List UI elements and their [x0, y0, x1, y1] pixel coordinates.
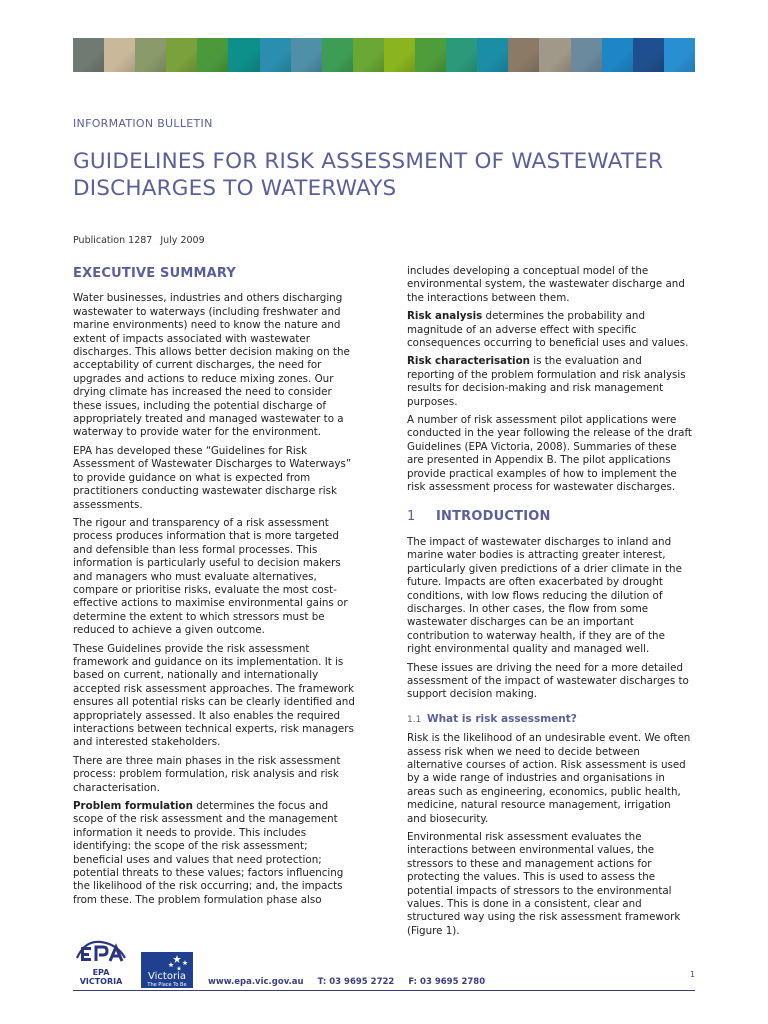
banner-photo-tile: [446, 38, 477, 72]
banner-photo-tile: [664, 38, 695, 72]
paragraph: A number of risk assessment pilot applications were conducted in the year following the release of the draft Guidelines (EPA Victoria, 2008). Summaries of these are presented in Appendix B. The pilot applications provide practical examples of how to implement the risk assessment process for wastewater discharges.: [407, 414, 692, 494]
term-risk-analysis: Risk analysis: [407, 310, 483, 323]
victoria-government-logo: [141, 952, 193, 988]
banner-photo-tile: [322, 38, 353, 72]
banner-photo-tile: [228, 38, 259, 72]
paragraph: These issues are driving the need for a more detailed assessment of the impact of wastewater discharges to support decision making.: [407, 661, 689, 701]
banner-photo-tile: [571, 38, 602, 72]
publication-line: [73, 235, 205, 246]
fax-number: F: 03 9695 2780: [408, 977, 486, 987]
banner-photo-tile: [415, 38, 446, 72]
left-column: [73, 265, 358, 912]
banner-photo-tile: [602, 38, 633, 72]
page-number: 1: [690, 970, 696, 979]
footer-divider: [73, 990, 695, 991]
banner-photo-tile: [291, 38, 322, 72]
subsection-title: What is risk assessment?: [427, 712, 577, 725]
document-title: GUIDELINES FOR RISK ASSESSMENT OF WASTEWATER DISCHARGES TO WATERWAYS: [73, 149, 664, 201]
banner-photo-tile: [477, 38, 508, 72]
paragraph: [407, 310, 692, 350]
banner-photo-tile: [260, 38, 291, 72]
paragraph: There are three main phases in the risk assessment process: problem formulation, risk analysis and risk characterisation.: [73, 754, 341, 794]
right-column: [407, 265, 692, 943]
paragraph-text: is the evaluation and reporting of the problem formulation and risk analysis results for decision-making and risk management purposes.: [407, 355, 686, 408]
banner-photo-tile: [166, 38, 197, 72]
paragraph: The impact of wastewater discharges to inland and marine water bodies is attracting greater interest, particularly given predictions of a drier climate in the future. Impacts are often exacerbated by drought conditions, with low flows reducing the dilution of discharges. In other cases, the flow from some wastewater discharges can be an important contribution to waterway health, if they are of the right environmental quality and managed well.: [407, 535, 682, 656]
paragraph-text: determines the probability and magnitude of an adverse effect with specific consequences occurring to beneficial uses and values.: [407, 310, 689, 350]
publication-number: Publication 1287: [73, 235, 153, 246]
paragraph: Risk is the likelihood of an undesirable event. We often assess risk when we need to decide between alternative courses of action. Risk assessment is used by a wide range of industries and organisations in areas such as engineering, economics, public health, medicine, natural resource management, irrigation and biosecurity.: [407, 732, 691, 825]
term-problem-formulation: Problem formulation: [73, 800, 193, 813]
term-risk-characterisation: Risk characterisation: [407, 355, 530, 368]
victoria-logo-text: Victoria: [148, 971, 186, 982]
paragraph: includes developing a conceptual model of the environmental system, the wastewater discharge and the interactions between them.: [407, 265, 685, 304]
epa-logo-text: EPA: [92, 968, 110, 977]
banner-photo-tile: [539, 38, 570, 72]
contact-line: [208, 977, 485, 987]
paragraph: EPA has developed these “Guidelines for Risk Assessment of Wastewater Discharges to Waterways” to provide guidance on what is expected from practitioners conducting wastewater discharge risk assessments.: [73, 444, 352, 511]
document-kicker: INFORMATION BULLETIN: [73, 117, 213, 130]
epa-logo-subtext: VICTORIA: [79, 977, 123, 986]
banner-photo-tile: [197, 38, 228, 72]
website-link[interactable]: www.epa.vic.gov.au: [208, 977, 304, 987]
section-heading-introduction: [407, 510, 692, 523]
banner-photo-tile: [508, 38, 539, 72]
banner-photo-tile: [73, 38, 104, 72]
banner-photo-tile: [135, 38, 166, 72]
victoria-logo-tagline: The Place To Be: [147, 982, 187, 988]
paragraph: The rigour and transparency of a risk assessment process produces information that is more targeted and defensible than less formal processes. This information is particularly useful to decision makers and managers who must evaluate alternatives, compare or prioritise risks, evaluate the most cost-effective actions to maximise environmental gains or determine the extent to which stressors must be reduced to achieve a given outcome.: [73, 516, 348, 637]
section-number: 1: [407, 508, 416, 524]
epa-victoria-logo: [73, 938, 129, 986]
banner-photo-tile: [104, 38, 135, 72]
section-heading-executive-summary: EXECUTIVE SUMMARY: [73, 266, 237, 281]
paragraph: Water businesses, industries and others discharging wastewater to waterways (including freshwater and marine environments) need to know the nature and extent of impacts associated with wastewater discharges. This allows better decision making on the acceptability of current discharges, the need for upgrades and actions to reduce mixing zones. Our drying climate has increased the need to consider these issues, including the potential discharge of appropriately treated and managed wastewater to a waterway to provide water for the environment.: [73, 292, 350, 439]
phone-number: T: 03 9695 2722: [317, 977, 395, 987]
photo-banner: [73, 38, 695, 72]
paragraph: [407, 355, 692, 409]
banner-photo-tile: [384, 38, 415, 72]
paragraph-text: determines the focus and scope of the risk assessment and the management information it needs to provide. This includes identifying: the scope of the risk assessment; beneficial uses and values that need protection; potential threats to these values; factors influencing the likelihood of the risk occurring; and, the impacts from these. The problem formulation phase also: [73, 800, 344, 906]
banner-photo-tile: [633, 38, 664, 72]
subsection-number: 1.1: [407, 714, 422, 725]
subsection-heading: [407, 713, 692, 727]
paragraph: [73, 800, 358, 907]
paragraph: These Guidelines provide the risk assessment framework and guidance on its implementation. It is based on current, nationally and internationally accepted risk assessment approaches. The framework ensures all potential risks can be clearly identified and appropriately assessed. It also enables the required interactions between technical experts, risk managers and interested stakeholders.: [73, 642, 355, 749]
publication-date: July 2009: [160, 235, 205, 246]
section-title: INTRODUCTION: [436, 508, 551, 524]
paragraph: Environmental risk assessment evaluates the interactions between environmental values, the stressors to these and management actions for protecting the values. This is used to assess the potential impacts of stressors to the environmental values. This is done in a consistent, clear and structured way using the risk assessment framework (Figure 1).: [407, 831, 681, 937]
banner-photo-tile: [353, 38, 384, 72]
